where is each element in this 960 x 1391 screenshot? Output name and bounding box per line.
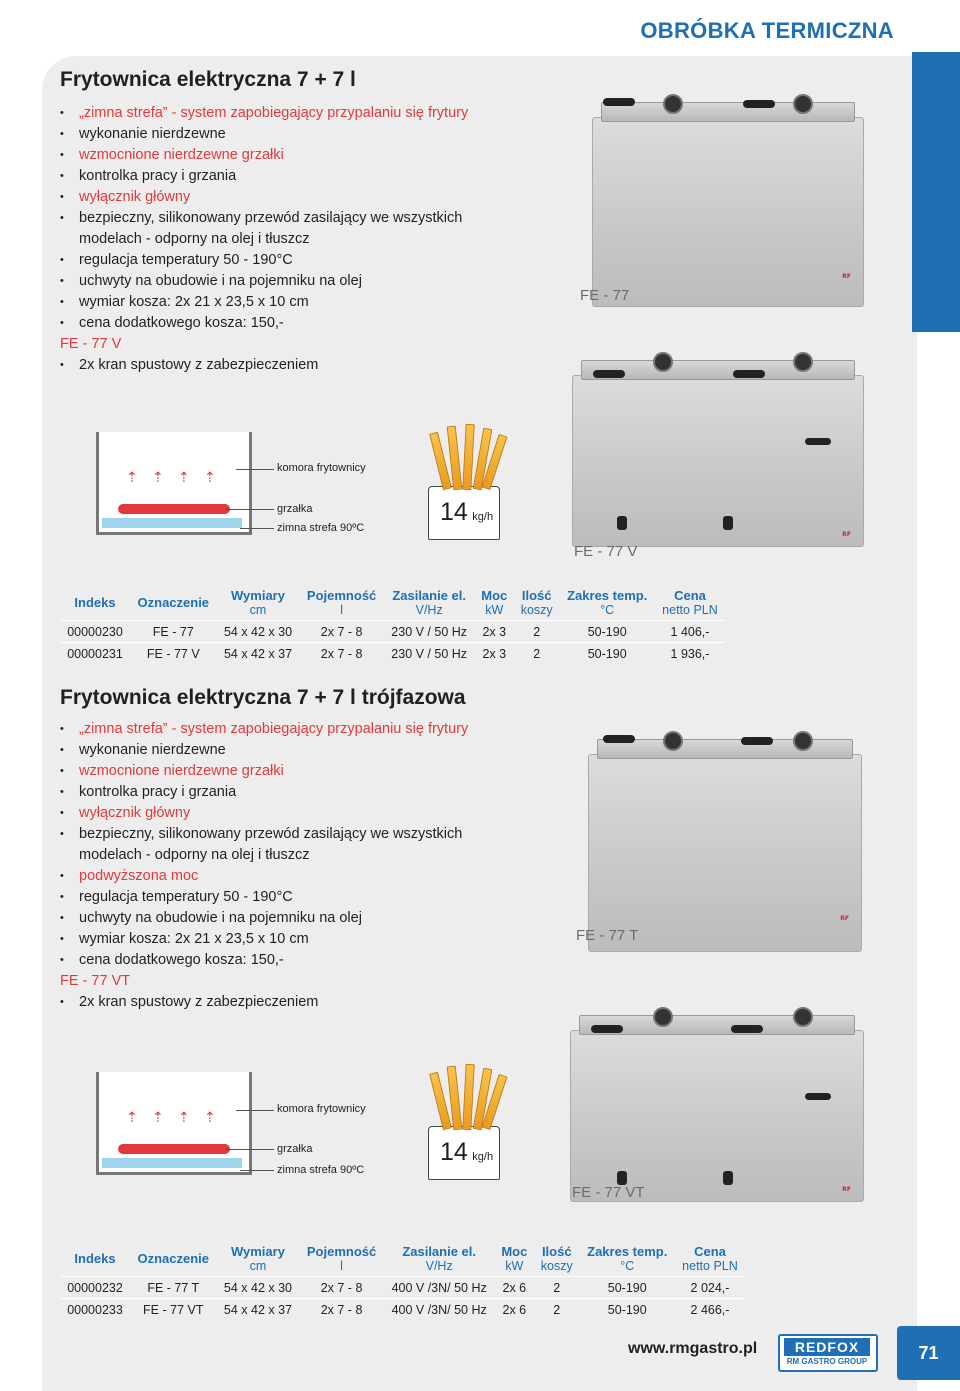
brand-mark-icon: RF [842,531,851,538]
redfox-logo [778,1334,878,1372]
label-cold-zone: zimna strefa 90ºC [277,522,365,534]
product-title: Frytownica elektryczna 7 + 7 l trójfazowa [60,686,466,709]
feature-item: • uchwyty na obudowie i na pojemniku na olej [60,271,468,292]
column-header [60,1240,130,1277]
table-cell: 54 x 42 x 30 [217,1277,300,1299]
drain-tap-icon [723,516,733,530]
column-header [514,584,560,621]
column-header-label: Zasilanie el. [402,1243,477,1259]
basket-handle-icon [603,98,635,106]
basket-handle-icon [603,735,635,743]
table-cell: FE - 77 T [130,1277,216,1299]
feature-item: • wzmocnione nierdzewne grzałki [60,145,468,166]
table-cell: 230 V / 50 Hz [384,643,475,665]
product-image-fryer [592,117,864,307]
heat-arrow-icon: ⇡ [204,1110,216,1126]
feature-item: • 2x kran spustowy z zabezpieczeniem [60,355,468,376]
feature-item: • cena dodatkowego kosza: 150,- [60,313,468,334]
feature-item: • kontrolka pracy i grzania [60,166,468,187]
table-cell: 400 V /3N/ 50 Hz [384,1277,495,1299]
feature-item: modelach - odporny na olej i tłuszcz [79,847,310,863]
leader-line [240,528,274,529]
basket-handle-icon [591,1025,623,1033]
table-cell: 2 466,- [675,1299,745,1321]
column-header [384,584,475,621]
feature-item: • wyłącznik główny [60,803,468,824]
table-cell: 50-190 [559,621,654,643]
column-header-label: Pojemność [306,1243,377,1259]
section-title: OBRÓBKA TERMICZNA [640,18,894,43]
model-subheading: FE - 77 VT [60,973,131,989]
heater-element-icon [118,504,230,514]
fryer-top [601,102,855,122]
column-header-label: Wymiary [231,587,285,603]
feature-item: • wzmocnione nierdzewne grzałki [60,761,468,782]
leader-line [240,1170,274,1171]
knob-icon [793,352,813,372]
table-cell: FE - 77 [130,621,217,643]
column-header-unit: l [340,1258,343,1273]
column-header-unit: koszy [520,602,553,617]
image-label: FE - 77 T [576,927,639,944]
page-number: 71 [897,1326,960,1380]
table-cell: 00000233 [60,1299,130,1321]
table-cell: 2 024,- [675,1277,745,1299]
logo-sub: RM GASTRO GROUP [786,1357,868,1366]
column-header [675,1240,745,1277]
model-subheading: FE - 77 V [60,336,122,352]
feature-item: • wymiar kosza: 2x 21 x 23,5 x 10 cm [60,292,468,313]
brand-mark-icon: RF [840,915,849,922]
spec-table [60,584,725,664]
heat-arrow-icon: ⇡ [126,1110,138,1126]
brand-mark-icon: RF [842,1186,851,1193]
product-image-fryer-vt [570,1030,864,1202]
feature-list [60,103,468,376]
heat-arrow-icon: ⇡ [152,1110,164,1126]
column-header-label: Wymiary [230,1243,285,1259]
heat-arrow-icon: ⇡ [204,470,216,486]
drain-tap-icon [617,1171,627,1185]
rate-value: 14 [440,1138,468,1166]
product-title: Frytownica elektryczna 7 + 7 l [60,68,356,91]
heat-arrow-icon: ⇡ [152,470,164,486]
column-header-label: Moc [501,1243,528,1259]
side-handle-icon [805,1093,831,1100]
feature-item: • wyłącznik główny [60,187,468,208]
table-cell: 00000232 [60,1277,130,1299]
column-header-unit: cm [249,602,267,617]
column-header-label: Cena [674,587,706,603]
table-cell: 2x 7 - 8 [299,643,383,665]
column-header-unit: V/Hz [415,602,443,617]
image-label: FE - 77 [580,287,630,304]
table-cell: 00000231 [60,643,130,665]
table-row [60,621,725,643]
table-cell: 1 936,- [655,643,725,665]
table-cell: 2 [534,1299,580,1321]
image-label: FE - 77 V [574,543,638,560]
table-cell: 400 V /3N/ 50 Hz [384,1299,495,1321]
column-header-label: Oznaczenie [137,594,210,610]
basket-handle-icon [743,100,775,108]
spec-table [60,1240,745,1320]
table-cell: 54 x 42 x 30 [217,621,300,643]
heat-arrow-icon: ⇡ [178,1110,190,1126]
leader-line [236,1110,274,1111]
feature-item: • bezpieczny, silikonowany przewód zasilający we wszystkich [60,208,468,229]
side-accent-strip [912,52,960,332]
column-header [534,1240,580,1277]
cold-zone-diagram [96,432,266,542]
column-header [384,1240,495,1277]
knob-icon [663,731,683,751]
column-header-unit: l [340,602,343,617]
cold-zone-band [102,518,242,528]
table-cell: 2x 7 - 8 [299,1299,383,1321]
column-header-label: Pojemność [306,587,377,603]
column-header [495,1240,534,1277]
fryer-top [597,739,853,759]
column-header-unit: cm [249,1258,267,1273]
label-chamber: komora frytownicy [277,1103,366,1115]
column-header [217,1240,300,1277]
cold-zone-band [102,1158,242,1168]
column-header [559,584,654,621]
column-header [217,584,300,621]
table-cell: 2x 3 [475,621,514,643]
feature-item: • kontrolka pracy i grzania [60,782,468,803]
column-header-unit: °C [600,602,615,617]
basket-handle-icon [731,1025,763,1033]
column-header-label: Ilość [521,587,552,603]
table-cell: 2x 3 [475,643,514,665]
column-header-unit: netto PLN [662,602,718,617]
knob-icon [793,731,813,751]
label-heater: grzałka [277,503,313,515]
column-header-label: Cena [694,1243,726,1259]
table-cell: 54 x 42 x 37 [217,1299,300,1321]
feature-item: • wykonanie nierdzewne [60,124,468,145]
product-image-fryer-t [588,754,862,952]
table-cell: 2x 7 - 8 [299,1277,383,1299]
rate-unit: kg/h [472,1151,494,1163]
feature-item: • 2x kran spustowy z zabezpieczeniem [60,992,468,1013]
basket-handle-icon [741,737,773,745]
column-header [475,584,514,621]
heater-element-icon [118,1144,230,1154]
feature-item: • bezpieczny, silikonowany przewód zasilający we wszystkich [60,824,468,845]
feature-item: • uchwyty na obudowie i na pojemniku na olej [60,908,468,929]
heat-arrow-icon: ⇡ [126,470,138,486]
table-header-row [60,1240,745,1277]
label-heater: grzałka [277,1143,313,1155]
column-header-label: Oznaczenie [137,1250,210,1266]
table-cell: 50-190 [580,1277,675,1299]
side-handle-icon [805,438,831,445]
leader-line [225,509,274,510]
table-row [60,1299,745,1321]
table-cell: 2 [514,621,560,643]
feature-item: • „zimna strefa” - system zapobiegający przypalaniu się frytury [60,103,468,124]
column-header [655,584,725,621]
table-cell: 2 [514,643,560,665]
column-header [130,1240,216,1277]
feature-item: modelach - odporny na olej i tłuszcz [79,231,310,247]
heat-arrow-icon: ⇡ [178,470,190,486]
table-cell: 2x 6 [495,1277,534,1299]
column-header-unit: kW [505,1258,524,1273]
knob-icon [793,1007,813,1027]
knob-icon [653,1007,673,1027]
basket-handle-icon [593,370,625,378]
table-cell: 00000230 [60,621,130,643]
table-header-row [60,584,725,621]
column-header-unit: V/Hz [425,1258,453,1273]
column-header-label: Ilość [541,1243,572,1259]
feature-item: • cena dodatkowego kosza: 150,- [60,950,468,971]
label-chamber: komora frytownicy [277,462,366,474]
table-cell: 50-190 [559,643,654,665]
feature-item: • wykonanie nierdzewne [60,740,468,761]
table-row [60,1277,745,1299]
label-cold-zone: zimna strefa 90ºC [277,1164,365,1176]
rate-unit: kg/h [472,511,494,523]
feature-item: • regulacja temperatury 50 - 190°C [60,887,468,908]
column-header [580,1240,675,1277]
table-cell: 2 [534,1277,580,1299]
column-header-label: Moc [481,587,508,603]
feature-list [60,719,468,1013]
feature-item: • podwyższona moc [60,866,468,887]
column-header-label: Zakres temp. [567,587,648,603]
drain-tap-icon [723,1171,733,1185]
column-header [60,584,130,621]
basket-handle-icon [733,370,765,378]
leader-line [225,1149,274,1150]
column-header-unit: °C [620,1258,635,1273]
table-cell: 50-190 [580,1299,675,1321]
table-cell: 230 V / 50 Hz [384,621,475,643]
column-header-label: Zasilanie el. [392,587,467,603]
table-cell: 2x 7 - 8 [299,621,383,643]
column-header [130,584,217,621]
table-row [60,643,725,665]
knob-icon [793,94,813,114]
column-header-label: Indeks [74,594,116,610]
feature-item: • wymiar kosza: 2x 21 x 23,5 x 10 cm [60,929,468,950]
leader-line [236,469,274,470]
column-header-label: Indeks [74,1250,116,1266]
table-cell: 1 406,- [655,621,725,643]
rate-value: 14 [440,498,468,526]
table-cell: FE - 77 V [130,643,217,665]
product-image-fryer-v [572,375,864,547]
cold-zone-diagram [96,1072,266,1182]
capacity-rate [440,1138,493,1167]
column-header [299,584,383,621]
brand-mark-icon: RF [842,273,851,280]
feature-item: • regulacja temperatury 50 - 190°C [60,250,468,271]
table-cell: 2x 6 [495,1299,534,1321]
table-cell: 54 x 42 x 37 [217,643,300,665]
column-header-label: Zakres temp. [587,1243,668,1259]
column-header-unit: koszy [540,1258,573,1273]
image-label: FE - 77 VT [572,1184,645,1201]
column-header-unit: netto PLN [682,1258,738,1273]
table-cell: FE - 77 VT [130,1299,216,1321]
website-link[interactable]: www.rmgastro.pl [628,1340,758,1357]
capacity-rate [440,498,493,527]
column-header [299,1240,383,1277]
feature-item: • „zimna strefa” - system zapobiegający przypalaniu się frytury [60,719,468,740]
column-header-unit: kW [485,602,504,617]
knob-icon [653,352,673,372]
knob-icon [663,94,683,114]
logo-main: REDFOX [784,1338,870,1356]
drain-tap-icon [617,516,627,530]
